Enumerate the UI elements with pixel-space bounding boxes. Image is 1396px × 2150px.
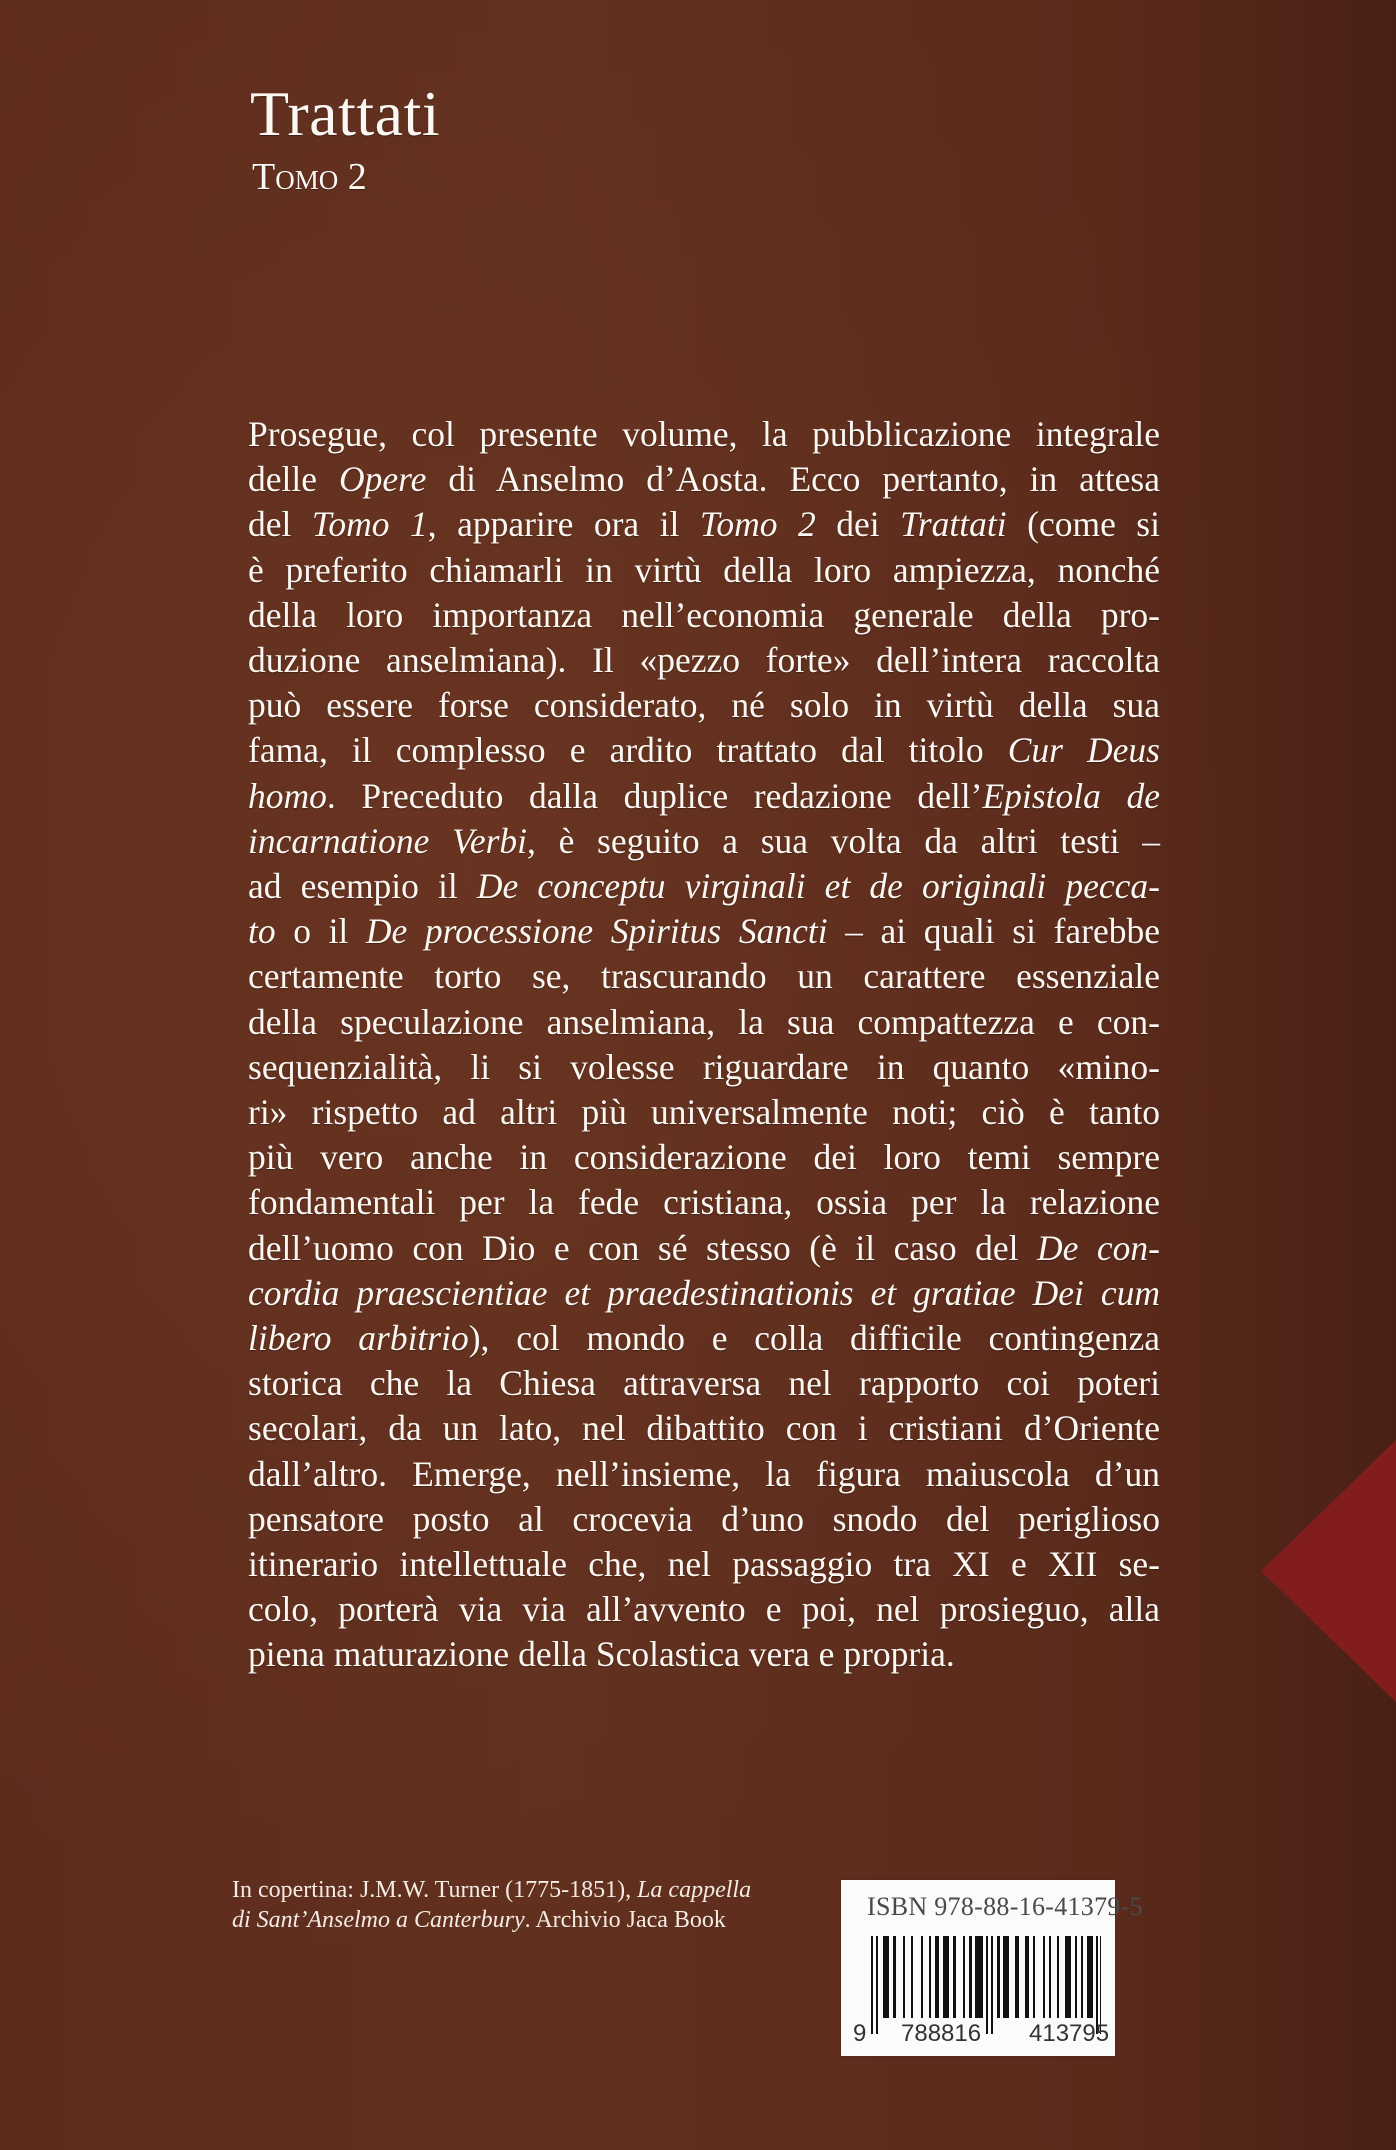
blurb-line: fondamentali per la fede cristiana, ossia per la relazione (248, 1182, 1160, 1223)
blurb-line: cordia praescientiae et praedestinationis et gratiae Dei cum (248, 1272, 1160, 1313)
blurb-line: secolari, da un lato, nel dibattito con i cristiani d’Oriente (248, 1408, 1160, 1449)
blurb-line: storica che la Chiesa attraversa nel rapporto coi poteri (248, 1363, 1160, 1404)
blurb-line: sequenzialità, li si volesse riguardare in quanto «mino- (248, 1046, 1160, 1087)
blurb-line: delle Opere di Anselmo d’Aosta. Ecco pertanto, in attesa (248, 459, 1160, 500)
blurb-line: to o il De processione Spiritus Sancti – ai quali si farebbe (248, 911, 1160, 952)
blurb-line: ri» rispetto ad altri più universalmente noti; ciò è tanto (248, 1092, 1160, 1133)
blurb-line: piena maturazione della Scolastica vera e propria. (248, 1634, 955, 1675)
barcode-digit-first: 9 (853, 2020, 867, 2047)
blurb-line: itinerario intellettuale che, nel passaggio tra XI e XII se- (248, 1544, 1160, 1585)
blurb-line: ad esempio il De conceptu virginali et de originali pecca- (248, 866, 1160, 907)
blurb-line: della speculazione anselmiana, la sua compattezza e con- (248, 1001, 1160, 1042)
book-volume: Tomo 2 (252, 156, 367, 198)
blurb-line: dell’uomo con Dio e con sé stesso (è il caso del De con- (248, 1227, 1160, 1268)
barcode-digits-right: 413795 (1029, 2020, 1110, 2047)
blurb-line: duzione anselmiana). Il «pezzo forte» dell’intera raccolta (248, 640, 1160, 681)
blurb-line: homo. Preceduto dalla duplice redazione dell’Epistola de (248, 775, 1160, 816)
blurb-line: fama, il complesso e ardito trattato dal titolo Cur Deus (248, 730, 1160, 771)
blurb-line: è preferito chiamarli in virtù della loro ampiezza, nonché (248, 549, 1160, 590)
barcode-digits-left: 788816 (901, 2020, 982, 2047)
cover-credit (232, 1875, 751, 1935)
blurb-line: più vero anche in considerazione dei loro temi sempre (248, 1137, 1160, 1178)
blurb-line: Prosegue, col presente volume, la pubblicazione integrale (248, 414, 1160, 454)
credit-line-2: di Sant’Anselmo a Canterbury. Archivio Jaca Book (232, 1907, 726, 1933)
blurb-line: può essere forse considerato, né solo in virtù della sua (248, 685, 1160, 726)
blurb-line: incarnatione Verbi, è seguito a sua volta da altri testi – (248, 820, 1161, 861)
credit-line-1: In copertina: J.M.W. Turner (1775-1851), La cappella (232, 1877, 752, 1903)
isbn-number: ISBN 978-88-16-41379-5 (867, 1892, 1143, 1921)
blurb-line: del Tomo 1, apparire ora il Tomo 2 dei Trattati (come si (248, 504, 1160, 545)
blurb-line: certamente torto se, trascurando un carattere essenziale (248, 956, 1160, 997)
blurb-line: libero arbitrio), col mondo e colla difficile contingenza (248, 1318, 1161, 1359)
blurb-line: dall’altro. Emerge, nell’insieme, la figura maiuscola d’un (248, 1453, 1160, 1494)
book-title: Trattati (250, 78, 441, 149)
decorative-red-wedge (1261, 1440, 1396, 1702)
blurb-line: pensatore posto al crocevia d’uno snodo del periglioso (248, 1498, 1160, 1539)
isbn-barcode-label (841, 1880, 1143, 2056)
blurb-line: della loro importanza nell’economia generale della pro- (248, 594, 1160, 635)
blurb-text (248, 412, 1160, 1678)
blurb-line: colo, porterà via via all’avvento e poi, nel prosieguo, alla (248, 1589, 1160, 1630)
